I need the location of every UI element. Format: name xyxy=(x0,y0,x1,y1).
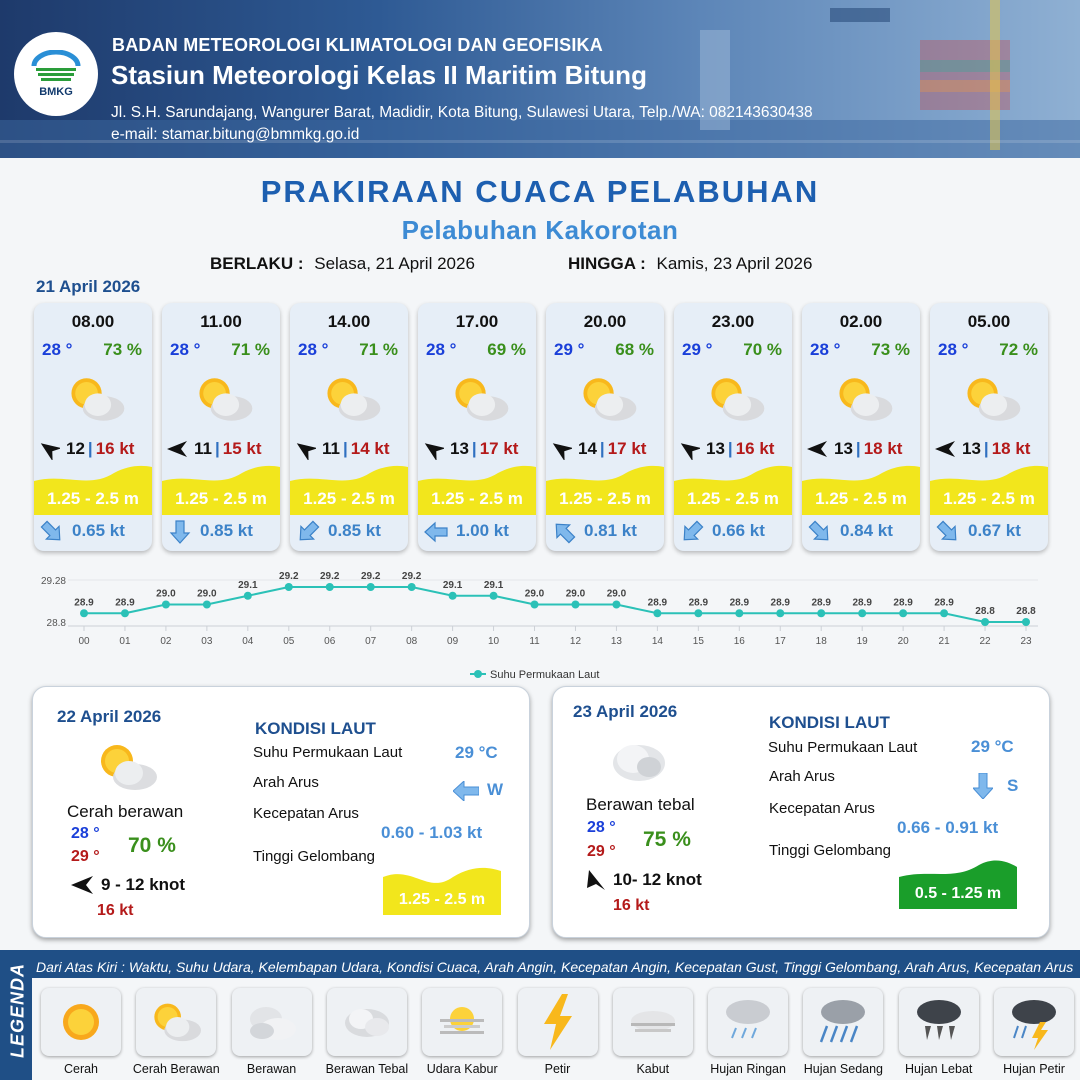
card-temperature: 28 ° xyxy=(298,340,329,359)
chart-data-label: 29.2 xyxy=(279,571,299,582)
wind-arrow-icon xyxy=(422,438,444,460)
chart-point xyxy=(449,592,457,600)
chart-series-line xyxy=(84,587,1026,622)
day2-forecast-box xyxy=(32,686,530,938)
chart-data-label: 29.2 xyxy=(401,571,422,582)
card-wind xyxy=(934,438,1044,460)
chart-xtick-label: 05 xyxy=(283,636,295,647)
legend-item-label: Petir xyxy=(544,1062,571,1076)
day2-humidity: 70 % xyxy=(128,834,176,857)
day2-temp-min: 28 ° xyxy=(71,825,100,842)
legend-item xyxy=(232,988,312,1076)
chart-data-label: 28.9 xyxy=(647,597,668,609)
legend-item xyxy=(803,988,883,1076)
chart-xtick-label: 19 xyxy=(856,636,868,647)
valid-to xyxy=(568,254,812,274)
day3-wave-value: 0.5 - 1.25 m xyxy=(914,885,1002,902)
card-gust: 17 kt xyxy=(607,439,647,458)
wind-arrow-icon xyxy=(806,438,828,460)
card-wind-separator: | xyxy=(727,439,733,458)
legend-item xyxy=(327,988,407,1076)
sun-cloud-icon xyxy=(574,369,642,429)
thick-cloud-icon xyxy=(603,733,675,789)
legend-item-label: Cerah xyxy=(63,1062,99,1076)
card-current-speed: 0.81 kt xyxy=(584,521,637,540)
chart-xtick-label: 01 xyxy=(119,636,131,647)
chart-data-label: 29.0 xyxy=(606,588,627,600)
chart-xtick-label: 06 xyxy=(324,636,336,647)
station-name: Stasiun Meteorologi Kelas II Maritim Bitung xyxy=(111,60,647,90)
day2-gust: 16 kt xyxy=(97,902,134,919)
bmkg-logo xyxy=(14,32,98,116)
card-temperature: 29 ° xyxy=(554,340,585,359)
sun-cloud-icon xyxy=(62,369,130,429)
day3-wind-speed: 10- 12 knot xyxy=(613,870,702,889)
card-wave-height: 1.25 - 2.5 m xyxy=(303,489,395,508)
wind-arrow-icon xyxy=(587,870,605,890)
forecast-card xyxy=(162,303,280,551)
chart-xtick-label: 17 xyxy=(774,636,786,647)
chart-point xyxy=(326,583,334,591)
chart-xtick-label: 08 xyxy=(406,636,418,647)
legend-note: Dari Atas Kiri : Waktu, Suhu Udara, Kelembapan Udara, Kondisi Cuaca, Arah Angin, Kecepatan Angin, Kecepatan Gust, Tinggi Gelombang, Arah Arus, Kecepatan Arus xyxy=(36,959,1074,975)
chart-point xyxy=(490,592,498,600)
card-time: 17.00 xyxy=(455,312,499,331)
day2-wave-label: Tinggi Gelombang xyxy=(253,848,376,865)
day2-current-dir-label: Arah Arus xyxy=(253,774,319,791)
card-gust: 16 kt xyxy=(735,439,775,458)
valid-to-label: HINGGA : xyxy=(568,254,646,273)
valid-from xyxy=(210,254,475,274)
card-humidity: 73 % xyxy=(871,340,910,359)
card-time: 11.00 xyxy=(200,312,242,331)
current-arrow-icon xyxy=(680,520,702,542)
card-current xyxy=(296,519,406,543)
card-wind-speed: 11 xyxy=(322,439,340,458)
card-wind-separator: | xyxy=(599,439,605,458)
chart-xtick-label: 21 xyxy=(938,636,950,647)
chart-point xyxy=(817,609,825,617)
chart-data-label: 28.9 xyxy=(811,597,831,609)
card-wave-height: 1.25 - 2.5 m xyxy=(559,489,651,508)
station-address: Jl. S.H. Sarundajang, Wangurer Barat, Madidir, Kota Bitung, Sulawesi Utara, Telp./WA: 082143630438 xyxy=(111,104,813,121)
day2-sst-label: Suhu Permukaan Laut xyxy=(253,744,403,761)
card-temperature: 28 ° xyxy=(42,340,73,359)
agency-name: BADAN METEOROLOGI KLIMATOLOGI DAN GEOFISIKA xyxy=(112,35,603,55)
thunderstorm-icon xyxy=(994,988,1074,1056)
card-current xyxy=(680,519,790,543)
card-wind-separator: | xyxy=(855,439,861,458)
wind-arrow-icon xyxy=(166,438,188,460)
chart-point xyxy=(653,609,661,617)
legend-item xyxy=(899,988,979,1076)
chart-data-label: 29.0 xyxy=(156,588,176,600)
page-title: PRAKIRAAN CUACA PELABUHAN xyxy=(260,174,820,209)
current-arrow-south-icon xyxy=(973,773,993,799)
day2-condition: Cerah berawan xyxy=(67,802,184,821)
card-current xyxy=(424,519,534,543)
card-gust: 18 kt xyxy=(991,439,1031,458)
chart-xtick-label: 12 xyxy=(569,636,582,647)
legend-item-label: Hujan Ringan xyxy=(710,1062,786,1076)
valid-from-label: BERLAKU : xyxy=(210,254,304,273)
day3-current-speed-value: 0.66 - 0.91 kt xyxy=(897,818,999,837)
chart-data-label: 28.9 xyxy=(688,597,709,609)
day2-date: 22 April 2026 xyxy=(57,707,162,726)
sun-cloud-icon xyxy=(318,369,386,429)
logo-text: BMKG xyxy=(39,86,73,98)
chart-data-label: 28.9 xyxy=(934,597,954,609)
card-wind-separator: | xyxy=(983,439,989,458)
current-arrow-icon xyxy=(936,520,958,542)
heavy-rain-icon xyxy=(899,988,979,1056)
forecast-card xyxy=(290,303,408,551)
current-arrow-icon xyxy=(40,520,62,542)
sun-cloud-icon xyxy=(830,369,898,429)
chart-point xyxy=(940,609,948,617)
day3-wind xyxy=(587,870,702,890)
chart-xtick-label: 07 xyxy=(365,636,377,647)
day2-wind-speed: 9 - 12 knot xyxy=(101,875,186,894)
card-wind-speed: 13 xyxy=(706,439,725,458)
legend-panel xyxy=(0,950,1080,1080)
chart-data-label: 29.2 xyxy=(320,571,340,582)
day2-current-speed-label: Kecepatan Arus xyxy=(253,805,359,822)
chart-point xyxy=(408,583,416,591)
cloud-icon xyxy=(232,988,312,1056)
chart-point xyxy=(899,609,907,617)
chart-xtick-label: 03 xyxy=(201,636,213,647)
card-humidity: 72 % xyxy=(999,340,1038,359)
sun-cloud-icon xyxy=(190,369,258,429)
card-current-speed: 0.84 kt xyxy=(840,521,893,540)
card-current xyxy=(168,519,278,543)
chart-data-label: 29.0 xyxy=(197,588,217,600)
card-current-speed: 0.85 kt xyxy=(200,521,253,540)
legend-item-label: Kabut xyxy=(636,1062,670,1076)
chart-data-label: 28.9 xyxy=(852,597,872,609)
card-current-speed: 0.65 kt xyxy=(72,521,125,540)
card-wind-speed: 14 xyxy=(578,439,597,458)
wind-arrow-icon xyxy=(550,438,572,460)
legend-item-label: Udara Kabur xyxy=(426,1062,498,1076)
card-current-speed: 0.85 kt xyxy=(328,521,381,540)
card-temperature: 28 ° xyxy=(810,340,841,359)
card-wind xyxy=(294,438,404,460)
card-temperature: 29 ° xyxy=(682,340,713,359)
card-gust: 14 kt xyxy=(350,439,390,458)
card-time: 05.00 xyxy=(967,312,1011,331)
thick-cloud-icon xyxy=(327,988,407,1056)
wind-arrow-icon xyxy=(934,438,956,460)
chart-point xyxy=(162,601,170,609)
card-current-speed: 1.00 kt xyxy=(456,521,509,540)
card-gust: 18 kt xyxy=(863,439,903,458)
chart-point xyxy=(981,618,989,626)
legend-item-label: Cerah Berawan xyxy=(132,1062,220,1076)
card-wind-speed: 13 xyxy=(962,439,981,458)
forecast-card xyxy=(674,303,792,551)
card-current xyxy=(808,519,918,543)
card-time: 02.00 xyxy=(839,312,883,331)
card-wave-height: 1.25 - 2.5 m xyxy=(47,489,139,508)
current-arrow-icon xyxy=(552,520,574,542)
card-time: 14.00 xyxy=(327,312,371,331)
chart-xtick-label: 11 xyxy=(529,636,540,647)
card-wind xyxy=(550,438,660,460)
day2-temp-max: 29 ° xyxy=(71,848,100,865)
chart-legend-marker xyxy=(474,670,482,678)
card-wind xyxy=(166,438,276,460)
day3-sst-label: Suhu Permukaan Laut xyxy=(768,739,918,756)
legend-item xyxy=(708,988,788,1076)
moderate-rain-icon xyxy=(803,988,883,1056)
chart-point xyxy=(612,601,620,609)
chart-data-label: 28.9 xyxy=(770,597,790,609)
chart-point xyxy=(121,609,129,617)
chart-point xyxy=(531,601,539,609)
chart-data-label: 29.2 xyxy=(360,571,381,582)
bmkg-logo-emblem xyxy=(28,50,84,84)
card-time: 08.00 xyxy=(71,312,115,331)
card-humidity: 68 % xyxy=(615,340,654,359)
day3-current-speed-label: Kecepatan Arus xyxy=(769,800,875,817)
day3-forecast-box xyxy=(552,686,1050,938)
chart-xtick-label: 04 xyxy=(242,636,254,647)
chart-data-label: 28.8 xyxy=(975,606,995,617)
sun-icon xyxy=(41,988,121,1056)
card-wave-height: 1.25 - 2.5 m xyxy=(175,489,267,508)
chart-data-label: 28.9 xyxy=(729,597,750,609)
chart-point xyxy=(735,609,743,617)
haze-icon xyxy=(422,988,502,1056)
forecast-card xyxy=(34,303,152,551)
card-wind xyxy=(678,438,788,460)
legend-icons xyxy=(32,978,1080,1080)
chart-xtick-label: 14 xyxy=(651,636,663,647)
forecast-card xyxy=(418,303,536,551)
card-wind-separator: | xyxy=(342,439,348,458)
chart-point xyxy=(858,609,866,617)
sun-cloud-icon xyxy=(136,988,216,1056)
card-wind xyxy=(806,438,916,460)
forecast-card xyxy=(802,303,920,551)
day2-sst-value: 29 °C xyxy=(455,743,498,762)
current-arrow-west-icon xyxy=(453,781,479,801)
chart-legend-label: Suhu Permukaan Laut xyxy=(490,669,600,681)
chart-data-label: 28.9 xyxy=(893,597,913,609)
sun-cloud-icon xyxy=(702,369,770,429)
card-wind-separator: | xyxy=(87,439,93,458)
legend-item xyxy=(518,988,598,1076)
chart-xtick-label: 10 xyxy=(488,636,500,647)
chart-point xyxy=(1022,618,1030,626)
chart-xtick-label: 16 xyxy=(733,636,745,647)
card-wind-speed: 12 xyxy=(66,439,85,458)
legend-item-label: Hujan Sedang xyxy=(803,1062,883,1076)
current-arrow-icon xyxy=(296,520,318,542)
card-humidity: 69 % xyxy=(487,340,526,359)
current-arrow-icon xyxy=(168,520,190,542)
chart-xtick-label: 23 xyxy=(1020,636,1032,647)
card-wave-height: 1.25 - 2.5 m xyxy=(687,489,779,508)
card-humidity: 70 % xyxy=(743,340,782,359)
port-name: Pelabuhan Kakorotan xyxy=(401,215,679,245)
day3-date: 23 April 2026 xyxy=(573,702,678,721)
legend-item xyxy=(132,988,220,1076)
legend-item-label: Hujan Petir xyxy=(1003,1062,1065,1076)
card-wind-separator: | xyxy=(214,439,220,458)
legend-item-label: Berawan Tebal xyxy=(325,1062,409,1076)
day3-temp-max: 29 ° xyxy=(587,843,616,860)
card-humidity: 71 % xyxy=(359,340,398,359)
chart-point xyxy=(776,609,784,617)
card-temperature: 28 ° xyxy=(426,340,457,359)
legend-item xyxy=(41,988,121,1076)
header-banner xyxy=(0,0,1080,158)
wind-arrow-icon xyxy=(71,876,93,894)
day3-sea-title: KONDISI LAUT xyxy=(769,713,890,732)
legend-side-bar xyxy=(0,950,32,1080)
day2-wind xyxy=(71,875,185,895)
fog-icon xyxy=(613,988,693,1056)
chart-xtick-label: 13 xyxy=(610,636,622,647)
day3-temp-min: 28 ° xyxy=(587,819,616,836)
card-current-speed: 0.66 kt xyxy=(712,521,765,540)
chart-ytick-label: 28.8 xyxy=(46,618,66,629)
chart-xtick-label: 20 xyxy=(897,636,909,647)
chart-point xyxy=(367,583,375,591)
chart-xtick-label: 02 xyxy=(160,636,172,647)
wind-arrow-icon xyxy=(38,438,60,460)
card-time: 23.00 xyxy=(711,312,755,331)
legend-side-label: LEGENDA xyxy=(7,963,28,1059)
legend-item xyxy=(994,988,1074,1076)
current-arrow-icon xyxy=(808,520,830,542)
valid-to-value: Kamis, 23 April 2026 xyxy=(656,254,813,273)
card-current-speed: 0.67 kt xyxy=(968,521,1021,540)
legend-item xyxy=(422,988,502,1076)
card-gust: 16 kt xyxy=(95,439,135,458)
day3-current-dir-value: S xyxy=(1007,776,1019,795)
card-time: 20.00 xyxy=(583,312,627,331)
day1-date: 21 April 2026 xyxy=(36,277,141,296)
chart-point xyxy=(80,609,88,617)
chart-data-label: 28.8 xyxy=(1016,606,1036,617)
sun-cloud-icon xyxy=(446,369,514,429)
chart-point xyxy=(244,592,252,600)
day2-wave-value: 1.25 - 2.5 m xyxy=(398,891,486,908)
sst-chart xyxy=(30,560,1050,685)
chart-data-label: 29.0 xyxy=(524,588,545,600)
card-humidity: 71 % xyxy=(231,340,270,359)
sun-cloud-icon xyxy=(91,739,163,795)
forecast-card xyxy=(546,303,664,551)
card-gust: 15 kt xyxy=(222,439,262,458)
card-wind-speed: 13 xyxy=(450,439,469,458)
card-gust: 17 kt xyxy=(479,439,519,458)
card-temperature: 28 ° xyxy=(170,340,201,359)
current-arrow-icon xyxy=(424,520,446,542)
card-humidity: 73 % xyxy=(103,340,142,359)
chart-xtick-label: 22 xyxy=(979,636,991,647)
card-wave-height: 1.25 - 2.5 m xyxy=(943,489,1035,508)
wind-arrow-icon xyxy=(678,438,700,460)
chart-point xyxy=(694,609,702,617)
card-wave-height: 1.25 - 2.5 m xyxy=(815,489,907,508)
card-wind xyxy=(38,438,148,460)
station-email: e-mail: stamar.bitung@bmmkg.go.id xyxy=(111,126,360,143)
chart-point xyxy=(571,601,579,609)
chart-data-label: 28.9 xyxy=(74,597,94,609)
light-rain-icon xyxy=(708,988,788,1056)
legend-item-label: Berawan xyxy=(246,1062,297,1076)
chart-data-label: 29.1 xyxy=(238,579,258,591)
day2-current-dir-value: W xyxy=(487,780,504,799)
wind-arrow-icon xyxy=(294,438,316,460)
day2-sea-title: KONDISI LAUT xyxy=(255,719,376,738)
card-wind-speed: 11 xyxy=(194,439,212,458)
day3-gust: 16 kt xyxy=(613,897,650,914)
day3-sst-value: 29 °C xyxy=(971,737,1014,756)
legend-item xyxy=(613,988,693,1076)
card-current xyxy=(552,519,662,543)
chart-data-label: 29.1 xyxy=(442,579,463,591)
card-wind-speed: 13 xyxy=(834,439,853,458)
chart-point xyxy=(203,601,211,609)
chart-xtick-label: 00 xyxy=(78,636,90,647)
chart-point xyxy=(285,583,293,591)
chart-data-label: 28.9 xyxy=(115,597,135,609)
day3-current-dir-label: Arah Arus xyxy=(769,768,835,785)
chart-data-label: 29.1 xyxy=(483,579,504,591)
day3-condition: Berawan tebal xyxy=(586,795,695,814)
chart-xtick-label: 18 xyxy=(815,636,827,647)
card-wave-height: 1.25 - 2.5 m xyxy=(431,489,523,508)
card-current xyxy=(936,519,1046,543)
forecast-card xyxy=(930,303,1048,551)
card-wind xyxy=(422,438,532,460)
day3-wave-label: Tinggi Gelombang xyxy=(769,842,892,859)
chart-xtick-label: 15 xyxy=(692,636,704,647)
day3-humidity: 75 % xyxy=(643,828,691,851)
lightning-icon xyxy=(518,988,598,1056)
chart-data-label: 29.0 xyxy=(565,588,586,600)
card-wind-separator: | xyxy=(471,439,477,458)
valid-from-value: Selasa, 21 April 2026 xyxy=(314,254,475,273)
card-temperature: 28 ° xyxy=(938,340,969,359)
chart-ytick-label: 29.28 xyxy=(40,576,66,587)
sun-cloud-icon xyxy=(958,369,1026,429)
chart-xtick-label: 09 xyxy=(447,636,459,647)
legend-item-label: Hujan Lebat xyxy=(904,1062,973,1076)
card-current xyxy=(40,519,150,543)
day2-current-speed-value: 0.60 - 1.03 kt xyxy=(381,823,483,842)
